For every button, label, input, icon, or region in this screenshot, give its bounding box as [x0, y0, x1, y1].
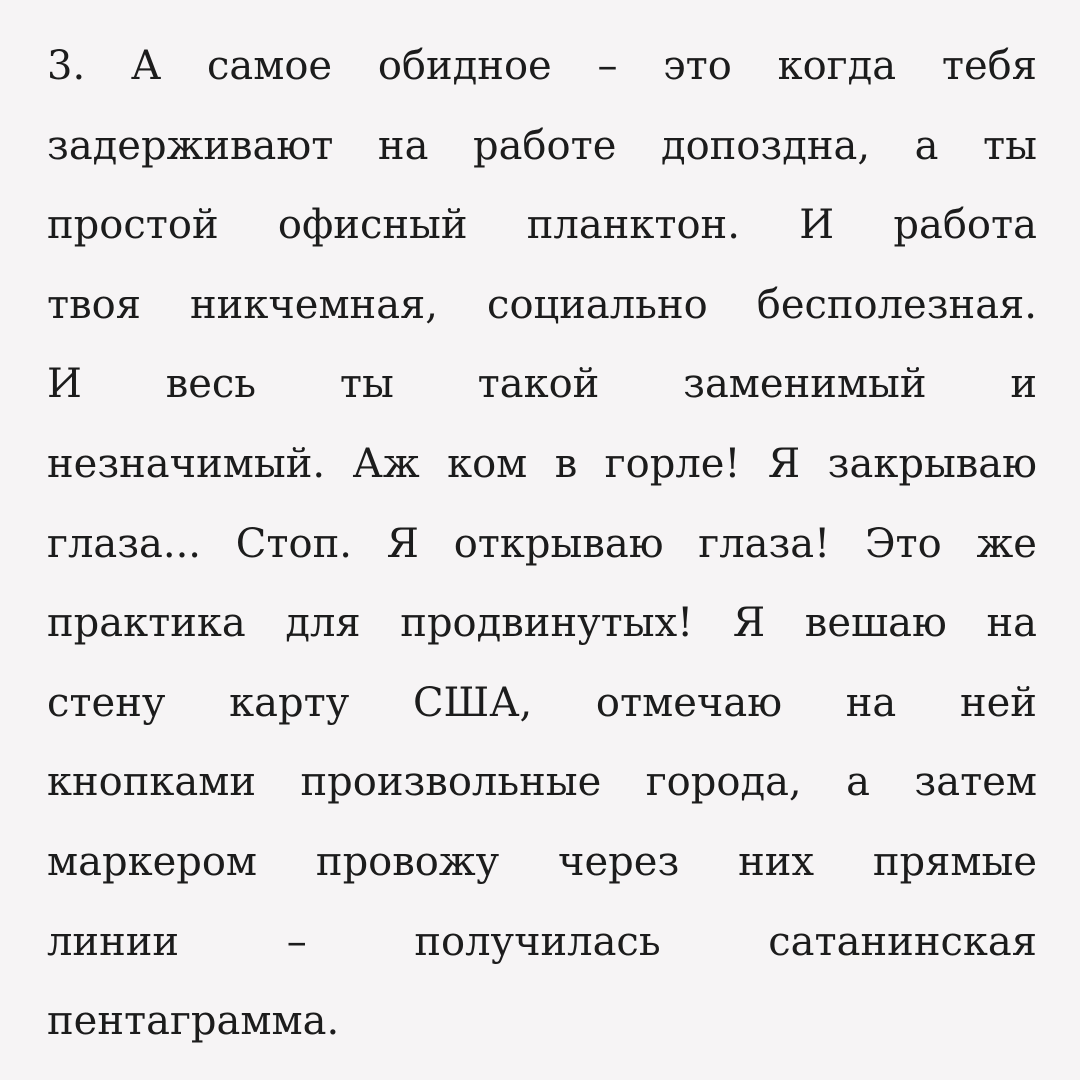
- word: работа: [893, 202, 1037, 249]
- word: открываю: [453, 520, 664, 567]
- word: весь: [165, 361, 257, 408]
- word: бесполезная.: [756, 281, 1037, 328]
- word: заменимый: [683, 361, 927, 408]
- word: маркером: [47, 838, 258, 885]
- word: закрываю: [827, 440, 1037, 487]
- word: Я: [732, 600, 766, 647]
- word: И: [47, 361, 82, 408]
- word: и: [1010, 361, 1037, 408]
- word: вешаю: [804, 600, 947, 647]
- word: для: [285, 600, 361, 647]
- word: –: [286, 918, 307, 965]
- word: ком: [447, 440, 528, 487]
- word: получилась: [414, 918, 661, 965]
- word: продвинутых!: [400, 600, 694, 647]
- word: когда: [777, 43, 897, 89]
- word: –: [597, 43, 618, 89]
- word: Я: [767, 440, 801, 487]
- word: на: [845, 679, 897, 726]
- text-line: [47, 195, 1037, 275]
- word: обидное: [377, 43, 552, 89]
- word: ты: [339, 361, 394, 408]
- word: такой: [477, 361, 600, 408]
- word: допоздна,: [660, 122, 871, 169]
- word: прямые: [872, 838, 1037, 885]
- word: же: [976, 520, 1037, 567]
- word: ты: [983, 122, 1037, 169]
- word: работе: [472, 122, 617, 169]
- word: карту: [229, 679, 350, 726]
- text-line: [47, 116, 1037, 196]
- word: Стоп.: [235, 520, 352, 567]
- word: стену: [47, 679, 166, 726]
- word: них: [738, 838, 815, 885]
- word: США,: [412, 679, 533, 726]
- word: произвольные: [300, 759, 602, 806]
- word: социально: [487, 281, 708, 328]
- word: линии: [47, 918, 180, 965]
- word: глаза!: [698, 520, 831, 567]
- word: твоя: [47, 281, 141, 328]
- word: планктон.: [526, 202, 740, 249]
- word: незначимый.: [47, 440, 326, 487]
- word: через: [558, 838, 680, 885]
- text-line: [47, 832, 1037, 912]
- word: города,: [645, 759, 802, 806]
- text-line: [47, 434, 1037, 514]
- word: а: [914, 122, 939, 169]
- word: отмечаю: [595, 679, 783, 726]
- word: затем: [914, 759, 1037, 806]
- text-line: [47, 514, 1037, 594]
- word: Аж: [352, 440, 420, 487]
- word: Это: [864, 520, 942, 567]
- text-line: [47, 593, 1037, 673]
- word: кнопками: [47, 759, 257, 806]
- word: это: [663, 43, 732, 89]
- word: 3.: [47, 43, 86, 89]
- text-line: [47, 912, 1037, 992]
- text-line: [47, 354, 1037, 434]
- text-line: [47, 673, 1037, 753]
- word: ней: [959, 679, 1037, 726]
- text-line: [47, 36, 1037, 116]
- text-line: пентаграмма.: [47, 998, 340, 1045]
- word: Я: [386, 520, 419, 567]
- word: на: [377, 122, 429, 169]
- word: сатанинская: [768, 918, 1037, 965]
- word: никчемная,: [190, 281, 439, 328]
- word: практика: [47, 600, 246, 647]
- text-line: [47, 275, 1037, 355]
- word: глаза...: [47, 520, 202, 567]
- word: А: [130, 43, 162, 89]
- word: горле!: [604, 440, 741, 487]
- word: простой: [47, 202, 219, 249]
- word: на: [986, 600, 1037, 647]
- word: а: [846, 759, 870, 806]
- text-line: [47, 752, 1037, 832]
- word: И: [799, 202, 835, 249]
- word: тебя: [941, 43, 1037, 89]
- word: провожу: [315, 838, 500, 885]
- word: самое: [206, 43, 333, 89]
- paragraph: [47, 36, 1037, 1071]
- word: в: [554, 440, 578, 487]
- word: задерживают: [47, 122, 334, 169]
- word: офисный: [277, 202, 468, 249]
